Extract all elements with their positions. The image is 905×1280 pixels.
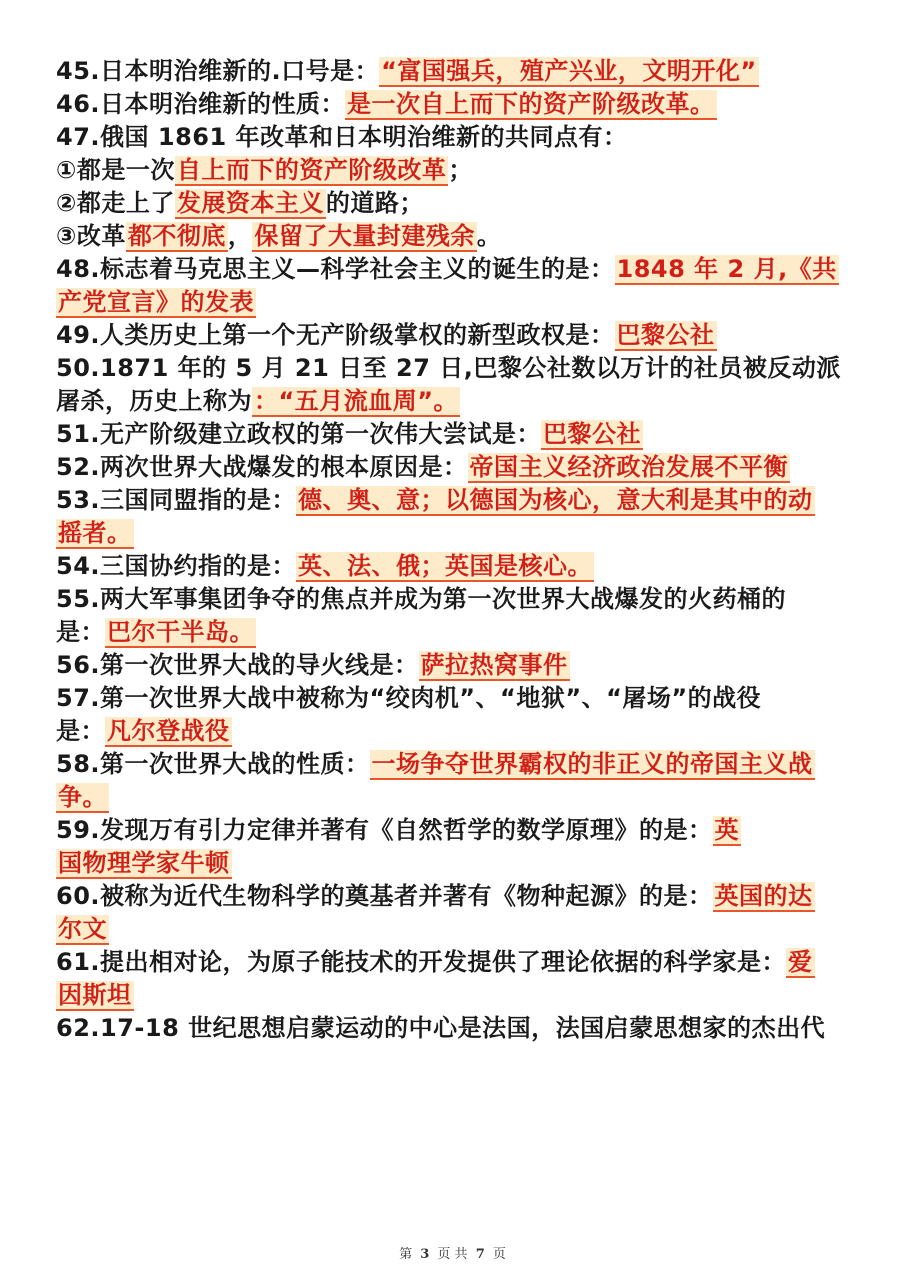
question-text: 61.提出相对论，为原子能技术的开发提供了理论依据的科学家是：	[56, 948, 787, 976]
question-text: 46.日本明治维新的性质：	[56, 90, 346, 118]
text-line	[56, 254, 856, 285]
question-text: 47.俄国 1861 年改革和日本明治维新的共同点有：	[56, 123, 628, 151]
highlighted-answer: 自上而下的资产阶级改革	[176, 156, 447, 184]
current-page-number: 3	[420, 1247, 430, 1262]
text-line	[56, 386, 856, 417]
footer-mid: 页 共	[437, 1247, 468, 1262]
text-line	[56, 980, 856, 1011]
page-footer	[0, 1243, 905, 1262]
question-text: 55.两大军事集团争夺的焦点并成为第一次世界大战爆发的火药桶的	[56, 585, 787, 613]
text-line	[56, 914, 856, 945]
highlighted-answer: 因斯坦	[58, 981, 132, 1009]
highlighted-answer: 争。	[58, 783, 107, 811]
text-line	[56, 155, 856, 186]
text-line	[56, 221, 856, 252]
question-text: 60.被称为近代生物科学的奠基者并著有《物种起源》的是：	[56, 882, 713, 910]
footer-suffix: 页	[492, 1247, 506, 1262]
question-text: ③改革	[56, 222, 126, 250]
question-text: 59.发现万有引力定律并著有《自然哲学的数学原理》的是：	[56, 816, 713, 844]
text-line	[56, 782, 856, 813]
document-body	[56, 56, 856, 1046]
question-text: 52.两次世界大战爆发的根本原因是：	[56, 453, 468, 481]
highlighted-answer: 德、奥、意；以德国为核心，意大利是其中的动	[298, 486, 813, 514]
question-text: ，	[227, 222, 253, 250]
text-line	[56, 815, 856, 846]
highlighted-answer: 巴黎公社	[616, 321, 715, 349]
highlighted-answer: 尔文	[58, 915, 107, 943]
text-line	[56, 89, 856, 120]
text-line	[56, 683, 856, 714]
highlighted-answer: 国物理学家牛顿	[58, 849, 230, 877]
highlighted-answer: 爱	[788, 948, 813, 976]
question-text: 的道路；	[325, 189, 424, 217]
text-line	[56, 56, 856, 87]
text-line	[56, 749, 856, 780]
question-text: ②都走上了	[56, 189, 175, 217]
text-line	[56, 617, 856, 648]
question-text: 54.三国协约指的是：	[56, 552, 297, 580]
question-text: 屠杀，历史上称为	[56, 387, 252, 415]
text-line	[56, 947, 856, 978]
question-text: 是：	[56, 717, 105, 745]
text-line	[56, 584, 856, 615]
highlighted-answer: 英	[714, 816, 740, 844]
text-line	[56, 320, 856, 351]
highlighted-answer: 巴尔干半岛。	[107, 618, 254, 646]
question-text: 48.标志着马克思主义—科学社会主义的诞生的是：	[56, 255, 615, 283]
text-line	[56, 848, 856, 879]
question-text: 56.第一次世界大战的导火线是：	[56, 651, 419, 679]
highlighted-answer: 摇者。	[58, 519, 132, 547]
question-text: ①都是一次	[56, 156, 175, 184]
question-text: 53.三国同盟指的是：	[56, 486, 297, 514]
question-text: 58.第一次世界大战的性质：	[56, 750, 370, 778]
text-line	[56, 551, 856, 582]
question-text: 50.1871 年的 5 月 21 日至 27 日,巴黎公社数以万计的社员被反动派	[56, 354, 841, 382]
highlighted-answer: 1848 年 2 月,《共	[616, 255, 837, 283]
text-line	[56, 452, 856, 483]
question-text: 45.日本明治维新的.口号是：	[56, 57, 380, 85]
text-line	[56, 881, 856, 912]
highlighted-answer: “富国强兵，殖产兴业，文明开化”	[381, 57, 757, 85]
text-line	[56, 485, 856, 516]
highlighted-answer: 发展资本主义	[176, 189, 324, 217]
text-line	[56, 650, 856, 681]
highlighted-answer: 凡尔登战役	[107, 717, 230, 745]
text-line	[56, 716, 856, 747]
question-text: 57.第一次世界大战中被称为“绞肉机”、“地狱”、“屠场”的战役	[56, 684, 762, 712]
total-page-number: 7	[475, 1247, 485, 1262]
highlighted-answer: 是一次自上而下的资产阶级改革。	[347, 90, 715, 118]
question-text: ；	[448, 156, 473, 184]
question-text: 62.17-18 世纪思想启蒙运动的中心是法国，法国启蒙思想家的杰出代	[56, 1014, 826, 1042]
text-line	[56, 353, 856, 384]
highlighted-answer: 巴黎公社	[543, 420, 642, 448]
question-text: 是：	[56, 618, 105, 646]
text-line	[56, 122, 856, 153]
highlighted-answer: ：“五月流血周”。	[254, 387, 459, 415]
text-line	[56, 1013, 856, 1044]
highlighted-answer: 帝国主义经济政治发展不平衡	[469, 453, 789, 481]
text-line	[56, 188, 856, 219]
highlighted-answer: 萨拉热窝事件	[420, 651, 568, 679]
text-line	[56, 419, 856, 450]
highlighted-answer: 英国的达	[714, 882, 813, 910]
highlighted-answer: 都不彻底	[127, 222, 226, 250]
footer-prefix: 第	[399, 1247, 413, 1262]
highlighted-answer: 英、法、俄；英国是核心。	[298, 552, 593, 580]
question-text: 51.无产阶级建立政权的第一次伟大尝试是：	[56, 420, 542, 448]
question-text: 49.人类历史上第一个无产阶级掌权的新型政权是：	[56, 321, 615, 349]
text-line	[56, 518, 856, 549]
text-line	[56, 287, 856, 318]
highlighted-answer: 保留了大量封建残余	[254, 222, 475, 250]
highlighted-answer: 一场争夺世界霸权的非正义的帝国主义战	[371, 750, 813, 778]
highlighted-answer: 产党宣言》的发表	[58, 288, 254, 316]
question-text: 。	[476, 222, 502, 250]
